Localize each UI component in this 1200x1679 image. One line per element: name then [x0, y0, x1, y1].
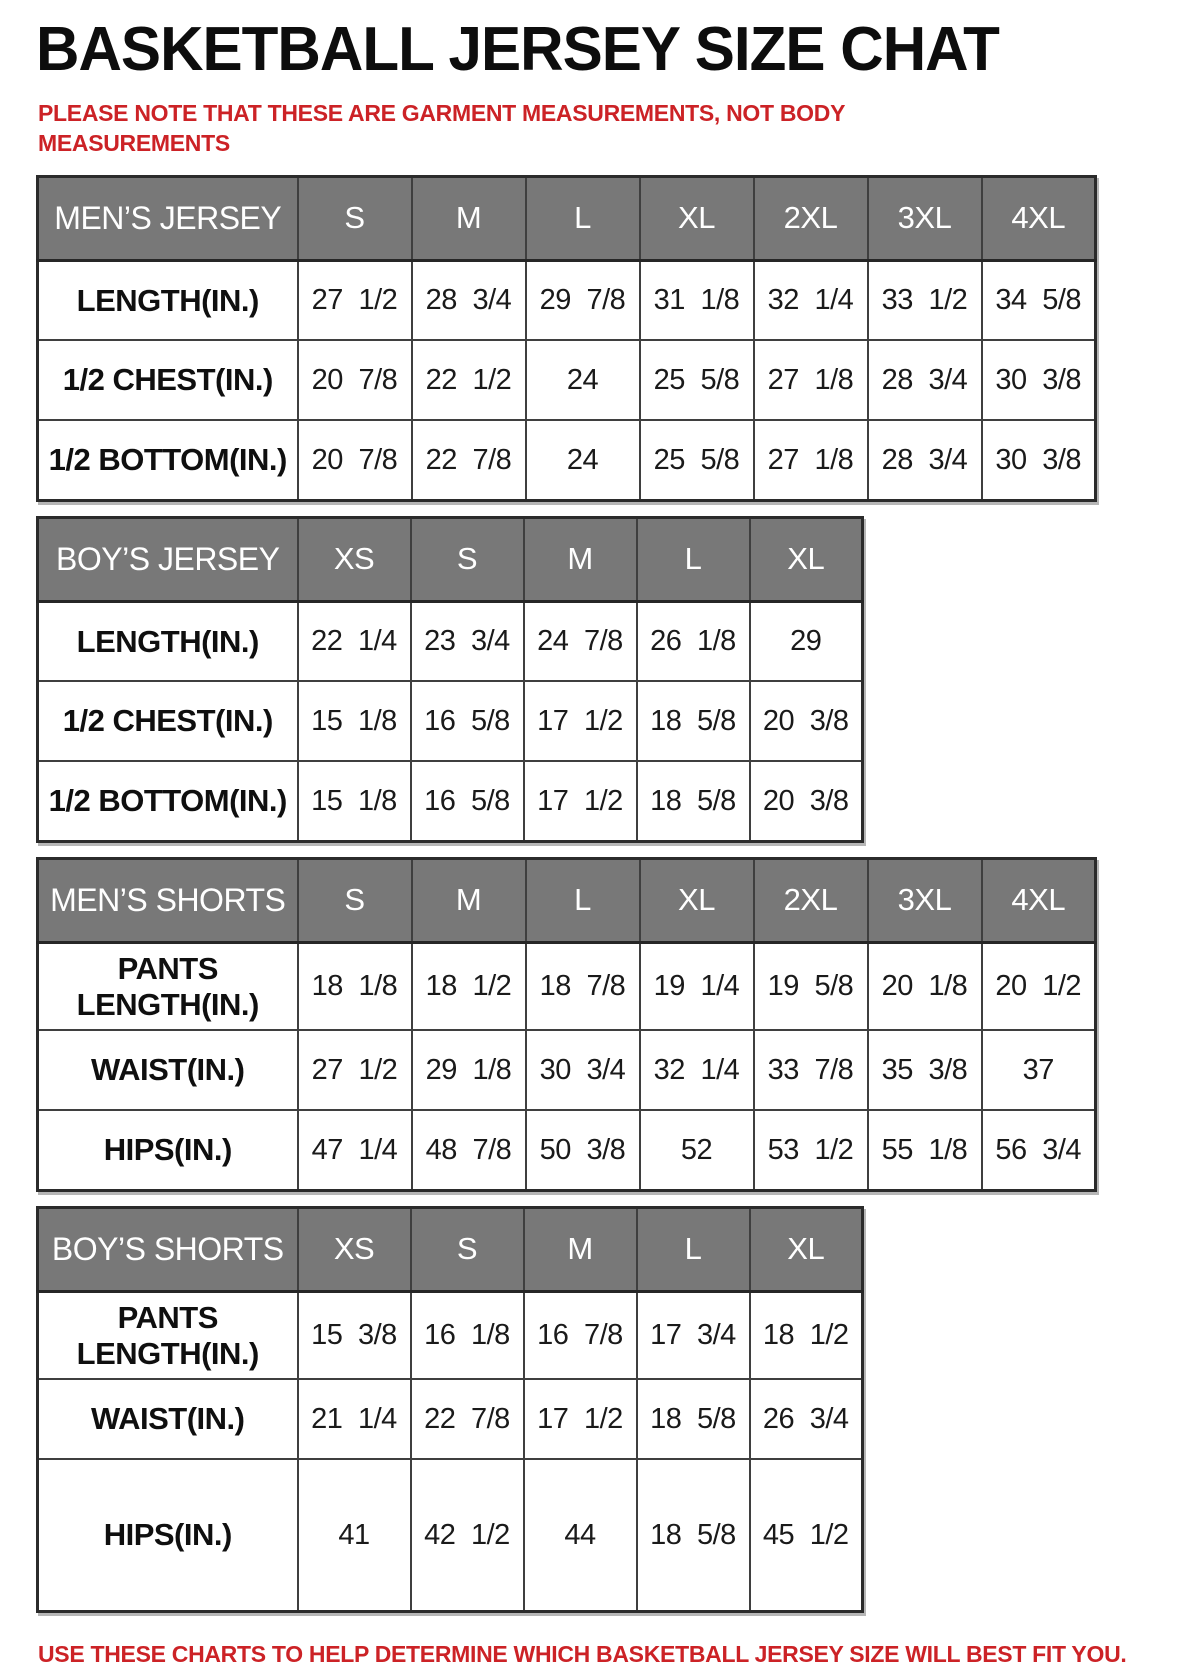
size-header-row [38, 517, 863, 601]
measurement-row [38, 420, 1096, 500]
measurement-row [38, 260, 1096, 340]
value-cell: 27 1/2 [298, 260, 412, 340]
row-label-line: PANTS [117, 950, 218, 986]
value-cell: 22 7/8 [412, 420, 526, 500]
mens-jersey-label: MEN’S JERSEY [38, 176, 298, 260]
row-label-line: PANTS [117, 1299, 218, 1335]
size-header-row [38, 1207, 863, 1291]
value-cell: 23 3/4 [411, 601, 524, 681]
measurement-row [38, 340, 1096, 420]
value-cell: 28 3/4 [412, 260, 526, 340]
row-label-cell: LENGTH(IN.) [38, 601, 298, 681]
value-cell: 30 3/8 [982, 340, 1096, 420]
value-cell: 22 7/8 [411, 1379, 524, 1459]
value-cell: 25 5/8 [640, 420, 754, 500]
value-cell: 24 7/8 [524, 601, 637, 681]
row-label-cell: WAIST(IN.) [38, 1030, 298, 1110]
value-cell: 18 1/2 [412, 942, 526, 1030]
value-cell: 35 3/8 [868, 1030, 982, 1110]
value-cell: 19 1/4 [640, 942, 754, 1030]
mens-jersey-table [36, 175, 1097, 502]
size-header-cell: 3XL [868, 858, 982, 942]
value-cell: 15 3/8 [298, 1291, 411, 1379]
value-cell: 22 1/2 [412, 340, 526, 420]
boys-shorts-label: BOY’S SHORTS [38, 1207, 298, 1291]
size-header-cell: L [526, 176, 640, 260]
value-cell: 18 7/8 [526, 942, 640, 1030]
measurement-row [38, 1379, 863, 1459]
value-cell: 31 1/8 [640, 260, 754, 340]
size-header-cell: 3XL [868, 176, 982, 260]
size-header-cell: S [411, 1207, 524, 1291]
measurement-row [38, 601, 863, 681]
row-label-cell: LENGTH(IN.) [38, 260, 298, 340]
value-cell: 29 7/8 [526, 260, 640, 340]
size-header-cell: L [637, 1207, 750, 1291]
value-cell: 47 1/4 [298, 1110, 412, 1190]
size-header-cell: XS [298, 1207, 411, 1291]
row-label-cell: 1/2 BOTTOM(IN.) [38, 761, 298, 841]
size-header-cell: XL [750, 1207, 863, 1291]
value-cell: 27 1/2 [298, 1030, 412, 1110]
value-cell: 42 1/2 [411, 1459, 524, 1611]
row-label-cell: WAIST(IN.) [38, 1379, 298, 1459]
value-cell: 20 3/8 [750, 681, 863, 761]
boys-jersey-table [36, 516, 864, 843]
size-header-cell: XL [640, 858, 754, 942]
size-header-row [38, 858, 1096, 942]
value-cell: 41 [298, 1459, 411, 1611]
value-cell: 20 7/8 [298, 340, 412, 420]
footer-note: USE THESE CHARTS TO HELP DETERMINE WHICH BASKETBALL JERSEY SIZE WILL BEST FIT YOU. [38, 1640, 1127, 1667]
value-cell: 22 1/4 [298, 601, 411, 681]
value-cell: 18 1/8 [298, 942, 412, 1030]
value-cell: 50 3/8 [526, 1110, 640, 1190]
size-header-cell: S [298, 176, 412, 260]
value-cell: 30 3/4 [526, 1030, 640, 1110]
value-cell: 48 7/8 [412, 1110, 526, 1190]
value-cell: 18 5/8 [637, 681, 750, 761]
measurement-row [38, 1459, 863, 1611]
size-header-cell: M [524, 1207, 637, 1291]
value-cell: 16 1/8 [411, 1291, 524, 1379]
value-cell: 24 [526, 420, 640, 500]
garment-measurement-note: PLEASE NOTE THAT THESE ARE GARMENT MEASUREMENTS, NOT BODY MEASUREMENTS [38, 100, 845, 156]
size-header-cell: 4XL [982, 858, 1096, 942]
size-header-cell: S [411, 517, 524, 601]
mens-shorts-label: MEN’S SHORTS [38, 858, 298, 942]
value-cell: 29 1/8 [412, 1030, 526, 1110]
value-cell: 20 1/8 [868, 942, 982, 1030]
value-cell: 56 3/4 [982, 1110, 1096, 1190]
measurement-row [38, 761, 863, 841]
value-cell: 15 1/8 [298, 681, 411, 761]
value-cell: 18 1/2 [750, 1291, 863, 1379]
value-cell: 17 1/2 [524, 1379, 637, 1459]
value-cell: 20 7/8 [298, 420, 412, 500]
boys-shorts-table [36, 1206, 864, 1613]
row-label-line: LENGTH(IN.) [76, 986, 259, 1022]
measurement-row [38, 1030, 1096, 1110]
size-header-cell: M [412, 176, 526, 260]
value-cell: 21 1/4 [298, 1379, 411, 1459]
value-cell: 32 1/4 [754, 260, 868, 340]
size-header-cell: L [526, 858, 640, 942]
value-cell: 26 1/8 [637, 601, 750, 681]
value-cell: 15 1/8 [298, 761, 411, 841]
value-cell: 29 [750, 601, 863, 681]
value-cell: 26 3/4 [750, 1379, 863, 1459]
size-header-cell: 2XL [754, 176, 868, 260]
size-header-cell: L [637, 517, 750, 601]
size-header-row [38, 176, 1096, 260]
row-label-cell: 1/2 CHEST(IN.) [38, 340, 298, 420]
value-cell: 30 3/8 [982, 420, 1096, 500]
value-cell: 17 1/2 [524, 681, 637, 761]
size-header-cell: XS [298, 517, 411, 601]
value-cell: 34 5/8 [982, 260, 1096, 340]
size-header-cell: XL [750, 517, 863, 601]
value-cell: 44 [524, 1459, 637, 1611]
value-cell: 55 1/8 [868, 1110, 982, 1190]
value-cell: 52 [640, 1110, 754, 1190]
boys-jersey-label: BOY’S JERSEY [38, 517, 298, 601]
value-cell: 27 1/8 [754, 340, 868, 420]
mens-shorts-table [36, 857, 1097, 1192]
value-cell: 27 1/8 [754, 420, 868, 500]
value-cell: 37 [982, 1030, 1096, 1110]
size-header-cell: 4XL [982, 176, 1096, 260]
value-cell: 20 1/2 [982, 942, 1096, 1030]
value-cell: 33 1/2 [868, 260, 982, 340]
row-label-cell [38, 942, 298, 1030]
value-cell: 28 3/4 [868, 420, 982, 500]
row-label-cell: HIPS(IN.) [38, 1459, 298, 1611]
size-header-cell: S [298, 858, 412, 942]
measurement-row [38, 681, 863, 761]
value-cell: 16 7/8 [524, 1291, 637, 1379]
value-cell: 19 5/8 [754, 942, 868, 1030]
size-header-cell: M [524, 517, 637, 601]
value-cell: 16 5/8 [411, 761, 524, 841]
size-header-cell: M [412, 858, 526, 942]
page-title: BASKETBALL JERSEY SIZE CHAT [36, 15, 999, 84]
value-cell: 33 7/8 [754, 1030, 868, 1110]
row-label-line: LENGTH(IN.) [76, 1335, 259, 1371]
row-label-cell: 1/2 CHEST(IN.) [38, 681, 298, 761]
size-header-cell: XL [640, 176, 754, 260]
value-cell: 17 3/4 [637, 1291, 750, 1379]
measurement-row [38, 1110, 1096, 1190]
value-cell: 16 5/8 [411, 681, 524, 761]
value-cell: 25 5/8 [640, 340, 754, 420]
value-cell: 20 3/8 [750, 761, 863, 841]
value-cell: 24 [526, 340, 640, 420]
value-cell: 53 1/2 [754, 1110, 868, 1190]
value-cell: 18 5/8 [637, 1459, 750, 1611]
value-cell: 18 5/8 [637, 1379, 750, 1459]
row-label-cell [38, 1291, 298, 1379]
measurement-row [38, 1291, 863, 1379]
value-cell: 17 1/2 [524, 761, 637, 841]
value-cell: 18 5/8 [637, 761, 750, 841]
value-cell: 45 1/2 [750, 1459, 863, 1611]
row-label-cell: HIPS(IN.) [38, 1110, 298, 1190]
value-cell: 28 3/4 [868, 340, 982, 420]
tables-container [36, 175, 1200, 1613]
row-label-cell: 1/2 BOTTOM(IN.) [38, 420, 298, 500]
value-cell: 32 1/4 [640, 1030, 754, 1110]
size-header-cell: 2XL [754, 858, 868, 942]
measurement-row [38, 942, 1096, 1030]
